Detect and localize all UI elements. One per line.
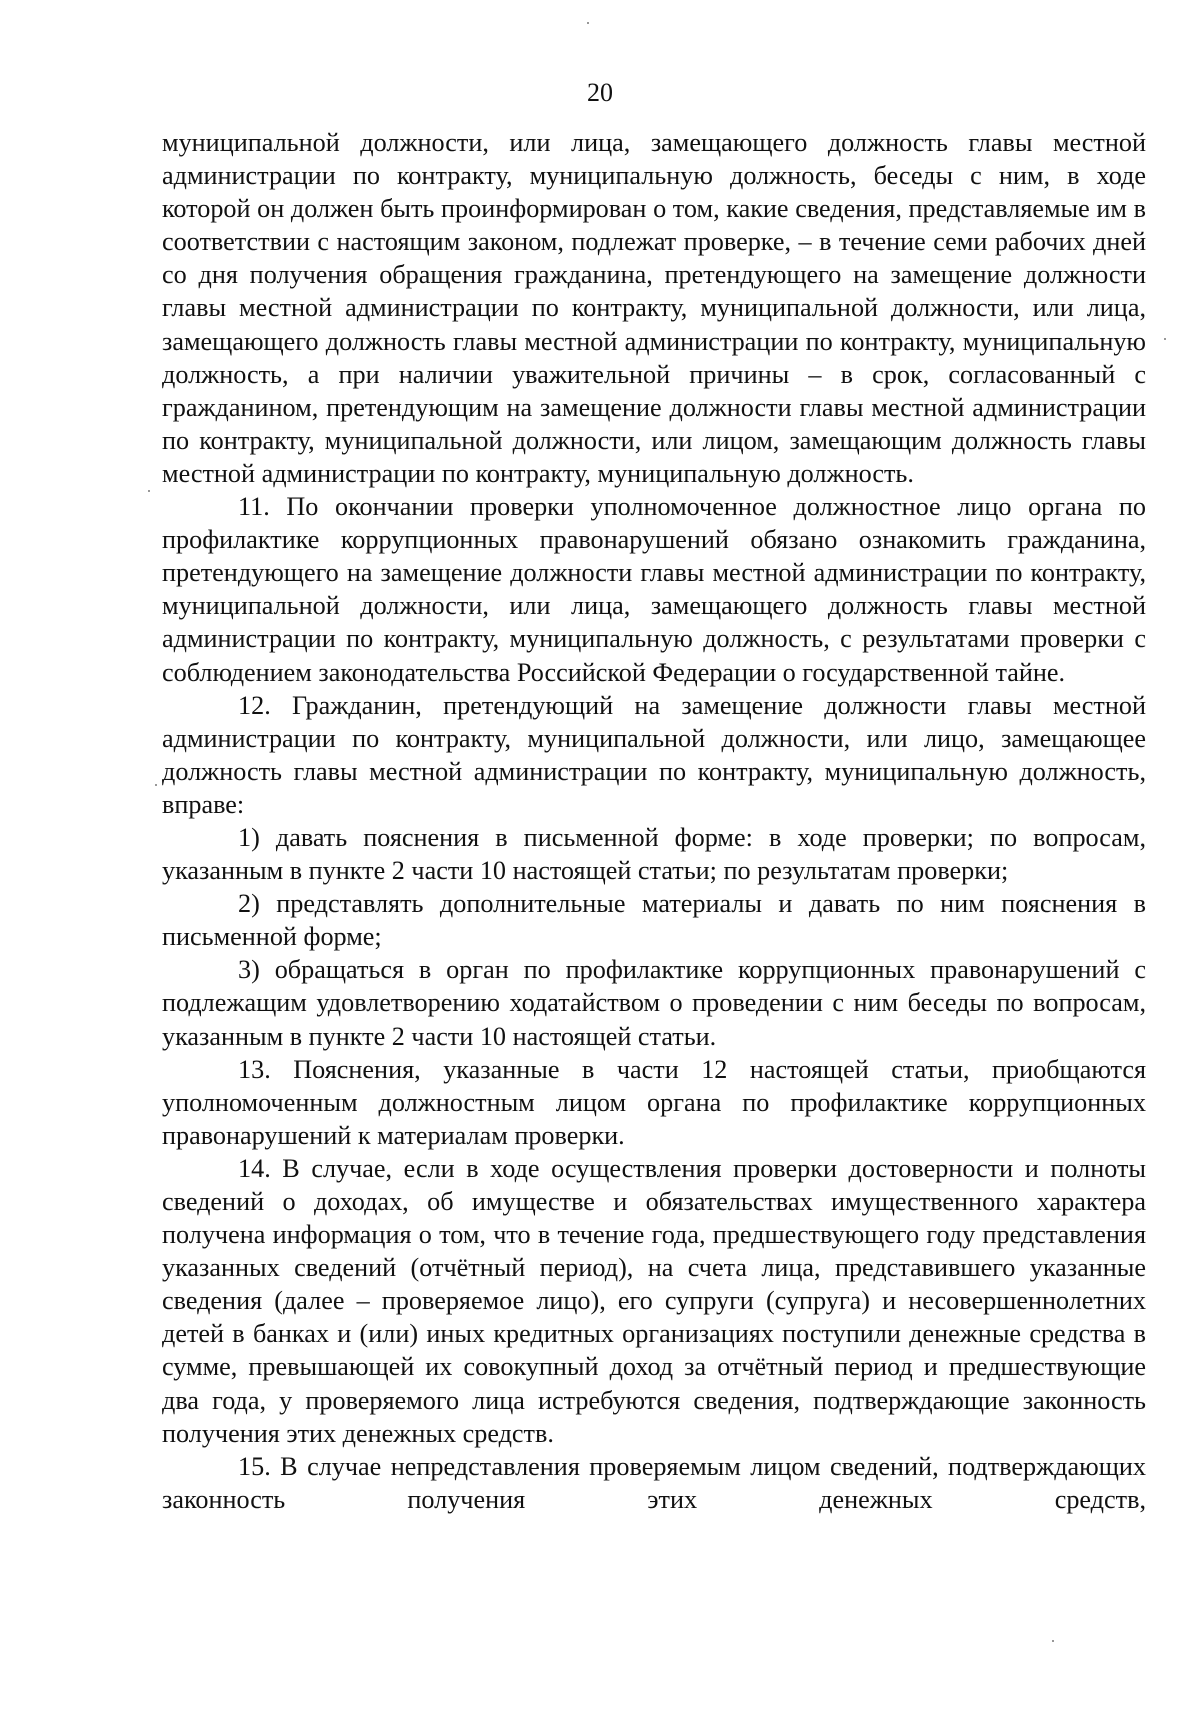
scan-speck xyxy=(587,22,589,24)
scan-speck xyxy=(148,490,150,492)
paragraph-11: 11. По окончании проверки уполномоченное должностное лицо органа по профилактике коррупционных правонарушений обязано ознакомить гражданина, претендующего на замещение должности главы местной администрации по контракту, муниципальной должности, или лица, замещающего должность главы местной администрации по контракту, муниципальную должность, с результатами проверки с соблюдением законодательства Российской Федерации о государственной тайне. xyxy=(162,492,1146,687)
paragraph-12-item-3: 3) обращаться в орган по профилактике коррупционных правонарушений с подлежащим удовлетворению ходатайством о проведении с ним беседы по вопросам, указанным в пункте 2 части 10 настоящей статьи. xyxy=(162,955,1146,1051)
paragraph-15: 15. В случае непредставления проверяемым лицом сведений, подтверждающих законность получения этих денежных средств, xyxy=(162,1451,1146,1514)
paragraph-13: 13. Пояснения, указанные в части 12 настоящей статьи, приобщаются уполномоченным должностным лицом органа по профилактике коррупционных правонарушений к материалам проверки. xyxy=(162,1054,1146,1150)
paragraph-12-item-1: 1) давать пояснения в письменной форме: в ходе проверки; по вопросам, указанным в пункте 2 части 10 настоящей статьи; по результатам проверки; xyxy=(162,822,1146,886)
paragraph-12-item-2: 2) представлять дополнительные материалы и давать по ним пояснения в письменной форме; xyxy=(162,889,1146,952)
paragraph-12: 12. Гражданин, претендующий на замещение должности главы местной администрации по контракту, муниципальной должности, или лицо, замещающее должность главы местной администрации по контракту, муниципальную должность, вправе: xyxy=(162,690,1146,819)
scan-speck xyxy=(1052,1640,1054,1642)
paragraph-10-continuation: муниципальной должности, или лица, замещающего должность главы местной администрации по контракту, муниципальную должность, беседы с ним, в ходе которой он должен быть проинформирован о том, какие сведения, представляемые им в соответствии с настоящим законом, подлежат проверке, – в течение семи рабочих дней со дня получения обращения гражданина, претендующего на замещение должности главы местной администрации по контракту, муниципальной должности, или лица, замещающего должность главы местной администрации по контракту, муниципальную должность, а при наличии уважительной причины – в срок, согласованный с гражданином, претендующим на замещение должности главы местной администрации по контракту, муниципальной должности, или лицом, замещающим должность главы местной администрации по контракту, муниципальную должность. xyxy=(162,128,1146,488)
paragraph-14: 14. В случае, если в ходе осуществления проверки достоверности и полноты сведений о доходах, об имуществе и обязательствах имущественного характера получена информация о том, что в течение года, предшествующего году представления указанных сведений (отчётный период), на счета лица, представившего указанные сведения (далее – проверяемое лицо), его супруги (супруга) и несовершеннолетних детей в банках и (или) иных кредитных организациях поступили денежные средства в сумме, превышающей их совокупный доход за отчётный период и предшествующие два года, у проверяемого лица истребуются сведения, подтверждающие законность получения этих денежных средств. xyxy=(162,1153,1146,1448)
page-number: 20 xyxy=(587,78,613,107)
scan-speck xyxy=(1164,338,1166,340)
document-body xyxy=(162,126,1146,1516)
scan-speck xyxy=(155,784,157,786)
